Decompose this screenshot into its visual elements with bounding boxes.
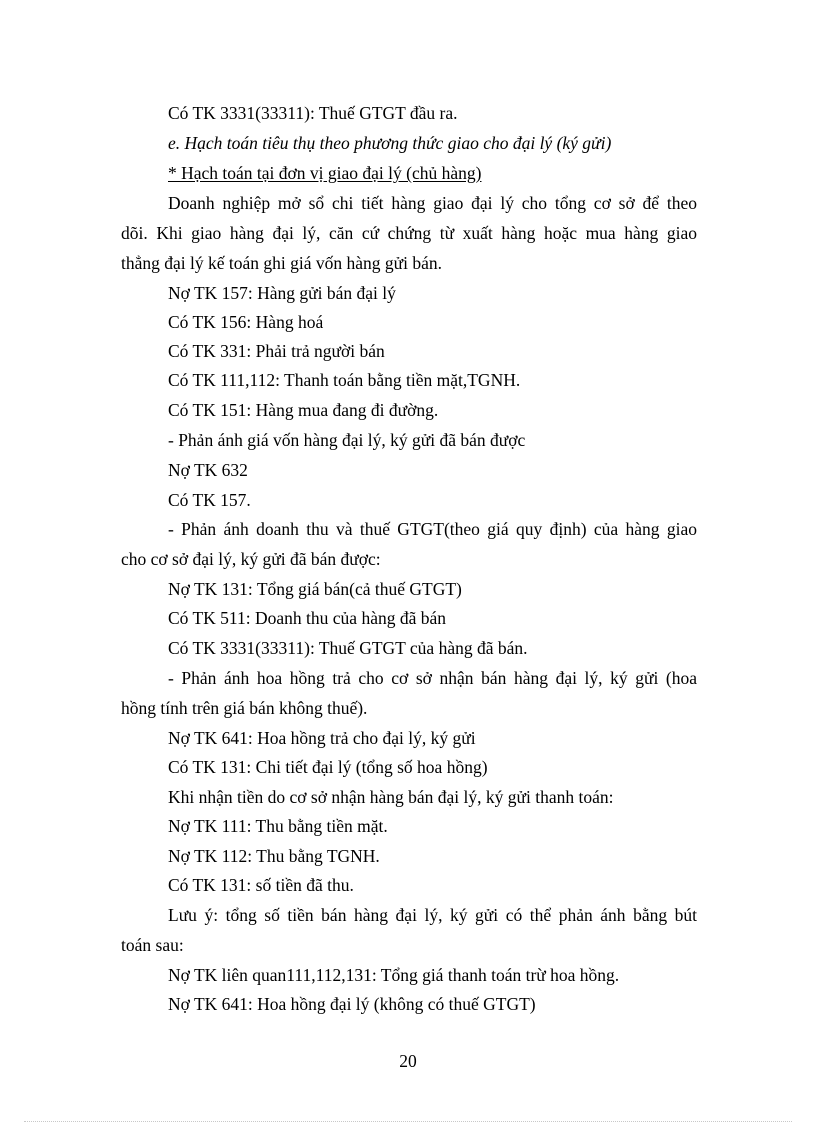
section-heading: e. Hạch toán tiêu thụ theo phương thức giao cho đại lý (ký gửi) xyxy=(168,133,612,153)
paragraph-line: hồng tính trên giá bán không thuế). xyxy=(121,698,368,718)
entry-line: Có TK 3331(33311): Thuế GTGT của hàng đã bán. xyxy=(168,638,528,658)
paragraph-line: Doanh nghiệp mở sổ chi tiết hàng giao đại lý cho tổng cơ sở để theo xyxy=(168,193,697,213)
paragraph-line: dõi. Khi giao hàng đại lý, căn cứ chứng từ xuất hàng hoặc mua hàng giao xyxy=(121,223,697,243)
entry-line: Nợ TK 112: Thu bằng TGNH. xyxy=(168,846,380,866)
entry-line: Có TK 131: số tiền đã thu. xyxy=(168,875,354,895)
paragraph-line: thẳng đại lý kế toán ghi giá vốn hàng gửi bán. xyxy=(121,253,443,273)
paragraph-line: cho cơ sở đại lý, ký gửi đã bán được: xyxy=(121,549,381,569)
bullet-line: - Phản ánh doanh thu và thuế GTGT(theo giá quy định) của hàng giao xyxy=(168,519,697,539)
entry-line: Nợ TK 641: Hoa hồng trả cho đại lý, ký gửi xyxy=(168,728,476,748)
entry-line: Nợ TK 641: Hoa hồng đại lý (không có thuế GTGT) xyxy=(168,994,536,1014)
page-bottom-divider xyxy=(24,1121,792,1122)
entry-line: Nợ TK 111: Thu bằng tiền mặt. xyxy=(168,816,388,836)
subsection-heading: * Hạch toán tại đơn vị giao đại lý (chủ hàng) xyxy=(168,163,482,183)
entry-line: Có TK 111,112: Thanh toán bằng tiền mặt,TGNH. xyxy=(168,370,521,390)
text-line: Có TK 3331(33311): Thuế GTGT đầu ra. xyxy=(168,103,458,123)
page-number: 20 xyxy=(399,1051,417,1071)
entry-line: Nợ TK 632 xyxy=(168,460,248,480)
bullet-line: - Phản ánh hoa hồng trả cho cơ sở nhận bán hàng đại lý, ký gửi (hoa xyxy=(168,668,697,688)
entry-line: Có TK 131: Chi tiết đại lý (tổng số hoa hồng) xyxy=(168,757,488,777)
entry-line: Nợ TK liên quan111,112,131: Tổng giá thanh toán trừ hoa hồng. xyxy=(168,965,620,985)
entry-line: Có TK 331: Phải trả người bán xyxy=(168,341,385,361)
bullet-line: - Phản ánh giá vốn hàng đại lý, ký gửi đã bán được xyxy=(168,430,526,450)
entry-line: Nợ TK 157: Hàng gửi bán đại lý xyxy=(168,283,396,303)
entry-line: Có TK 511: Doanh thu của hàng đã bán xyxy=(168,608,447,628)
paragraph-line: toán sau: xyxy=(121,935,184,955)
paragraph-line: Khi nhận tiền do cơ sở nhận hàng bán đại lý, ký gửi thanh toán: xyxy=(168,787,614,807)
entry-line: Nợ TK 131: Tổng giá bán(cả thuế GTGT) xyxy=(168,579,462,599)
entry-line: Có TK 157. xyxy=(168,490,251,510)
entry-line: Có TK 156: Hàng hoá xyxy=(168,312,324,332)
entry-line: Có TK 151: Hàng mua đang đi đường. xyxy=(168,400,439,420)
paragraph-line: Lưu ý: tổng số tiền bán hàng đại lý, ký gửi có thể phản ánh bằng bút xyxy=(168,905,697,925)
